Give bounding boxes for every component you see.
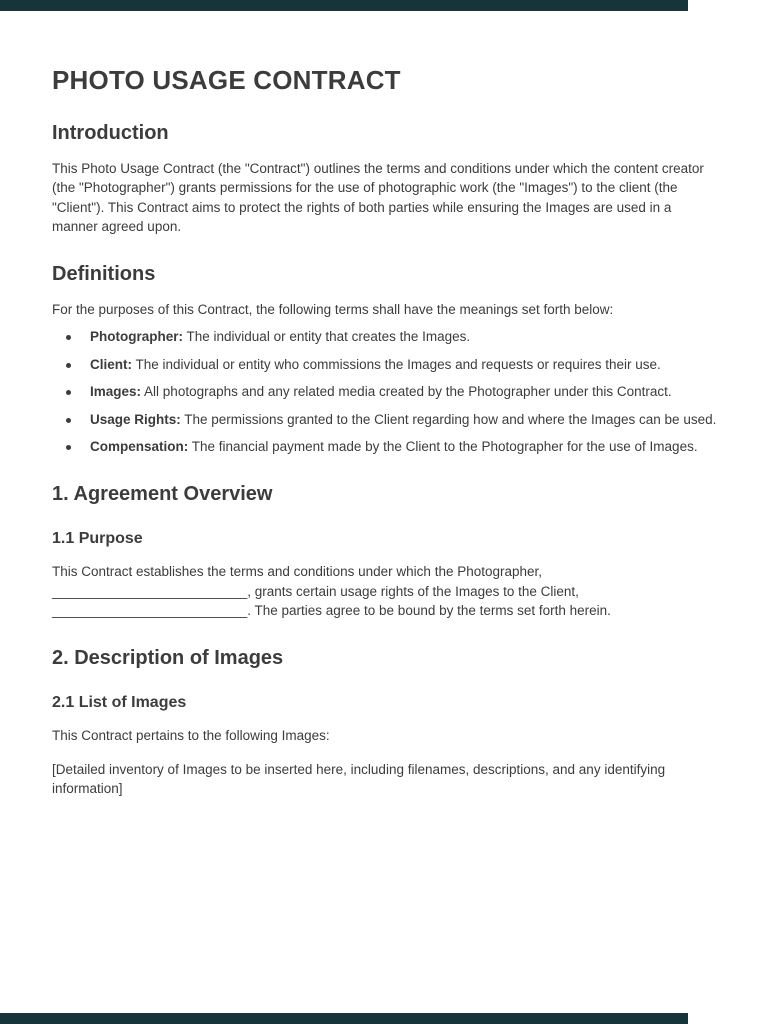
description-of-images-heading: 2. Description of Images <box>52 646 284 669</box>
purpose-paragraph <box>52 562 718 621</box>
definition-description: The permissions granted to the Client regarding how and where the Images can be used. <box>184 411 717 427</box>
agreement-overview-heading: 1. Agreement Overview <box>52 482 273 505</box>
definition-description: The individual or entity who commissions the Images and requests or requires their use. <box>135 356 661 372</box>
top-edge-bar <box>0 0 688 11</box>
image-inventory-placeholder: [Detailed inventory of Images to be inserted here, including filenames, descriptions, and any identifying information] <box>52 761 666 797</box>
definition-item-photographer <box>52 327 718 347</box>
definition-description: The individual or entity that creates the Images. <box>186 329 471 345</box>
purpose-line-blank-photographer: __________________________, grants certain usage rights of the Images to the Client, <box>52 583 579 599</box>
purpose-heading: 1.1 Purpose <box>52 529 143 547</box>
definition-term: Images: <box>90 384 142 400</box>
purpose-line-blank-client: __________________________. The parties agree to be bound by the terms set forth herein. <box>52 603 611 619</box>
definition-term: Photographer: <box>90 329 183 345</box>
definition-item-images <box>52 382 718 402</box>
purpose-line: This Contract establishes the terms and conditions under which the Photographer, <box>52 564 543 580</box>
definitions-intro: For the purposes of this Contract, the following terms shall have the meanings set forth below: <box>52 301 614 317</box>
definition-term: Client: <box>90 356 132 372</box>
definitions-heading: Definitions <box>52 262 156 285</box>
document-title: PHOTO USAGE CONTRACT <box>52 65 401 95</box>
definition-term: Usage Rights: <box>90 411 181 427</box>
definition-item-compensation <box>52 437 718 457</box>
definition-description: All photographs and any related media created by the Photographer under this Contract. <box>144 384 672 400</box>
list-of-images-heading: 2.1 List of Images <box>52 693 187 711</box>
definition-description: The financial payment made by the Client to the Photographer for the use of Images. <box>191 439 698 455</box>
definition-item-usage-rights <box>52 410 718 430</box>
introduction-heading: Introduction <box>52 121 169 144</box>
introduction-paragraph: This Photo Usage Contract (the "Contract") outlines the terms and conditions under which the content creator (the "Photographer") grants permissions for the use of photographic work (the "Images") to the client (the "Client"). This Contract aims to protect the rights of both parties while ensuring the Images are used in a manner agreed upon. <box>52 160 704 235</box>
definition-term: Compensation: <box>90 439 189 455</box>
definition-item-client <box>52 355 718 375</box>
definitions-list <box>52 327 718 457</box>
list-of-images-intro: This Contract pertains to the following Images: <box>52 728 330 744</box>
bottom-edge-bar <box>0 1013 688 1024</box>
